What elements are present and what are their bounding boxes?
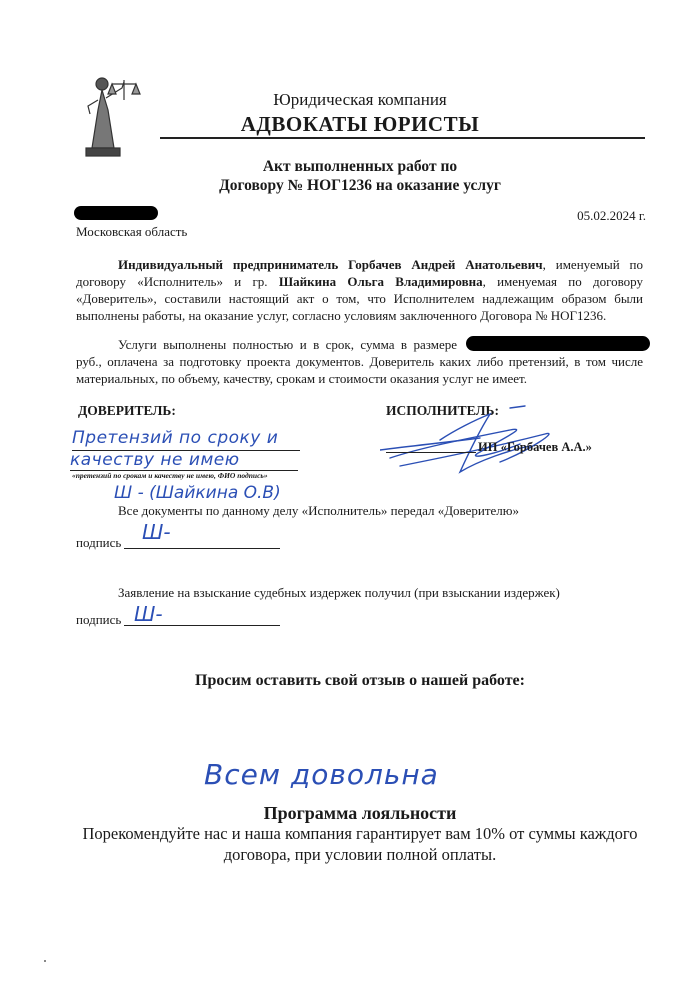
redaction-bar: [74, 206, 158, 220]
signature-label: подпись: [76, 535, 122, 550]
review-request: Просим оставить свой отзыв о нашей работе:: [195, 672, 525, 689]
trustor-label: ДОВЕРИТЕЛЬ:: [78, 403, 176, 418]
executor-signature-line: [386, 452, 476, 453]
document-city: Московская область: [76, 224, 188, 239]
document-date: 05.02.2024 г.: [577, 208, 646, 223]
paragraph-parties: [76, 256, 643, 324]
handwritten-signature: Ш-: [134, 602, 163, 626]
handwritten-review: Всем довольна: [204, 758, 439, 791]
signature-line: [124, 548, 280, 549]
paragraph-text: руб., оплачена за подготовку проекта документов. Доверитель каких либо претензий, в том числе материальных, по объему, качеству, срокам и стоимости оказания услуг не имеет.: [76, 354, 643, 386]
header-divider: [160, 137, 645, 139]
handwritten-signature: Ш-: [142, 520, 171, 544]
executor-label: ИСПОЛНИТЕЛЬ:: [386, 403, 499, 418]
company-subtitle: Юридическая компания: [273, 90, 447, 109]
handwritten-note-line1: Претензий по сроку и: [72, 428, 279, 448]
redaction-bar: [466, 336, 650, 351]
claim-received-text: Заявление на взыскание судебных издержек получил (при взыскании издержек): [118, 585, 560, 600]
signature-hint: «претензий по срокам и качеству не имею, ФИО подпись»: [72, 471, 268, 480]
signature-label: подпись: [76, 612, 122, 627]
justice-statue-icon: [78, 70, 148, 158]
scan-speck: [44, 960, 46, 962]
document-title-line1: Акт выполненных работ по: [262, 158, 458, 175]
executor-name: ИП «Горбачев А.А.»: [478, 440, 592, 454]
paragraph-text: , именуемая по договору «Доверитель», составили настоящий акт о том, что Исполнителем надлежащим образом были выполнены работы, на оказание услуг, согласно условиям заключенного Договора № НОГ1236.: [76, 274, 643, 323]
handwritten-trustor-name: Ш - (Шайкина О.В): [114, 483, 281, 503]
paragraph-text: , именуемый по договору «Исполнитель» и гр.: [76, 257, 643, 289]
loyalty-title: Программа лояльности: [263, 803, 457, 823]
handwritten-note-line2: качеству не имею: [70, 450, 240, 470]
executor-full-name: Индивидуальный предприниматель Горбачев Андрей Анатольевич: [118, 257, 543, 272]
documents-transfer-text: Все документы по данному делу «Исполнитель» передал «Доверителю»: [118, 503, 520, 518]
company-name: АДВОКАТЫ ЮРИСТЫ: [240, 112, 480, 136]
document-title-line2: Договору № НОГ1236 на оказание услуг: [219, 177, 501, 194]
trustor-full-name: Шайкина Ольга Владимировна: [278, 274, 483, 289]
loyalty-text: Порекомендуйте нас и наша компания гарантирует вам 10% от суммы каждого договора, при условии полной оплаты.: [82, 824, 638, 864]
paragraph-text: Услуги выполнены полностью и в срок, сумма в размере: [118, 337, 457, 352]
